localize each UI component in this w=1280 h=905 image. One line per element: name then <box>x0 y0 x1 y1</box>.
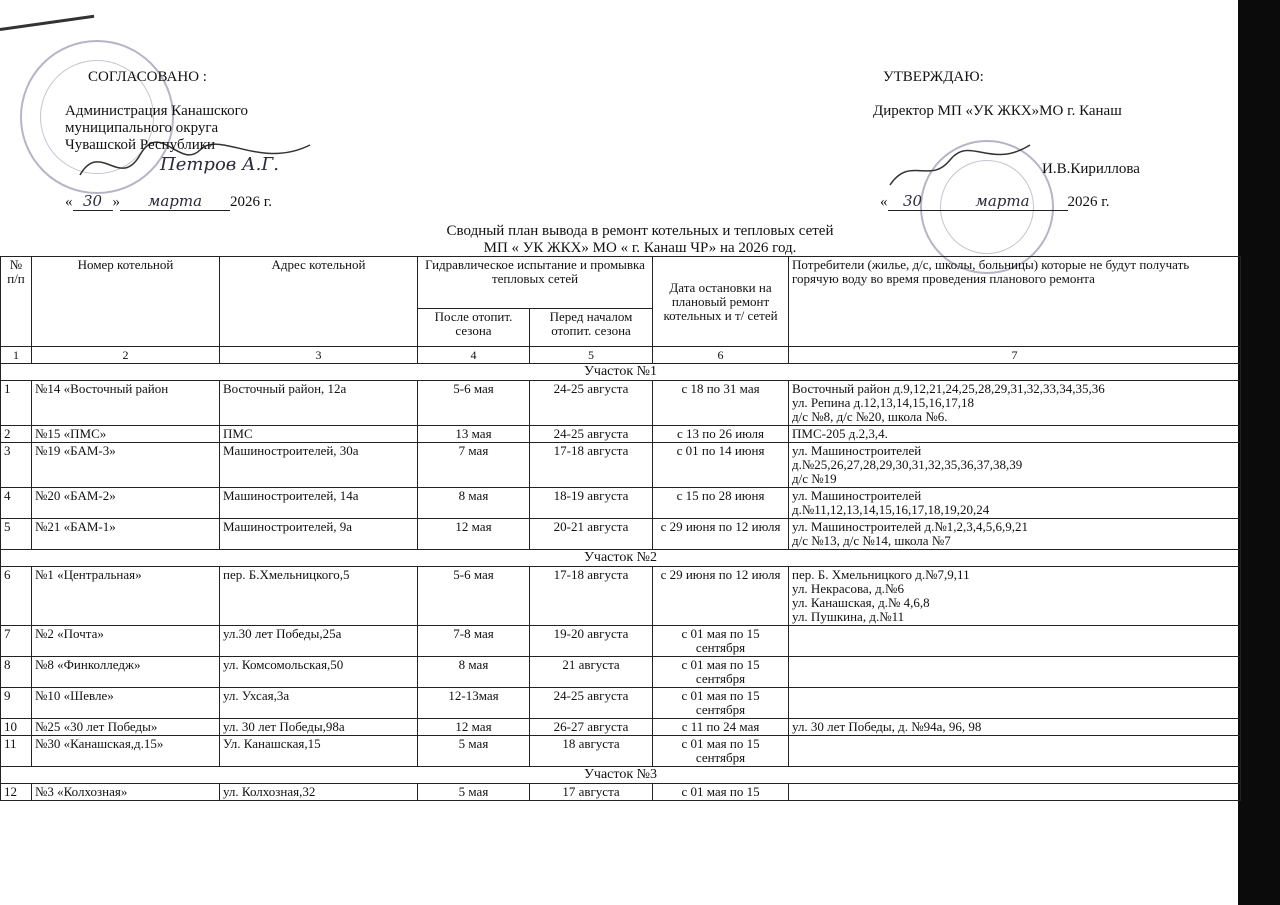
column-number: 3 <box>220 347 418 364</box>
section-row <box>1 550 1241 567</box>
date-year: 2026 г. <box>230 194 272 210</box>
table-row <box>1 519 1241 550</box>
stop-period: с 01 мая по 15 сентября <box>653 657 789 688</box>
boiler-name: №8 «Финколледж» <box>32 657 220 688</box>
boiler-address: Машиностроителей, 9а <box>220 519 418 550</box>
table-row <box>1 719 1241 736</box>
consumers-cell <box>789 567 1241 626</box>
before-season-date: 17-18 августа <box>530 443 653 488</box>
stop-period: с 18 по 31 мая <box>653 381 789 426</box>
consumer-line: д.№25,26,27,28,29,30,31,32,35,36,37,38,39 <box>792 457 1023 472</box>
row-number: 3 <box>1 443 32 488</box>
scan-edge-mark <box>0 15 94 31</box>
before-season-date: 19-20 августа <box>530 626 653 657</box>
consumer-line: ул. Некрасова, д.№6 <box>792 581 904 596</box>
before-season-date: 17 августа <box>530 784 653 801</box>
header-before-season: Перед началом отопит. сезона <box>530 309 653 347</box>
row-number: 10 <box>1 719 32 736</box>
consumer-line: ул. Канашская, д.№ 4,6,8 <box>792 595 930 610</box>
stop-period: с 15 по 28 июня <box>653 488 789 519</box>
approval-right-date: « 30 марта 2026 г. <box>880 192 1110 210</box>
header-num: № п/п <box>1 257 32 347</box>
consumer-line: ул. Репина д.12,13,14,15,16,17,18 <box>792 395 975 410</box>
boiler-address: Ул. Канашская,15 <box>220 736 418 767</box>
row-number: 7 <box>1 626 32 657</box>
after-season-date: 8 мая <box>418 657 530 688</box>
boiler-address: пер. Б.Хмельницкого,5 <box>220 567 418 626</box>
boiler-name: №30 «Канашская,д.15» <box>32 736 220 767</box>
stop-period: с 01 мая по 15 <box>653 784 789 801</box>
header-after-season: После отопит. сезона <box>418 309 530 347</box>
after-season-date: 12-13мая <box>418 688 530 719</box>
consumers-cell <box>789 657 1241 688</box>
column-number: 6 <box>653 347 789 364</box>
column-number: 7 <box>789 347 1241 364</box>
before-season-date: 18 августа <box>530 736 653 767</box>
boiler-name: №2 «Почта» <box>32 626 220 657</box>
after-season-date: 5-6 мая <box>418 381 530 426</box>
consumer-line: д/с №13, д/с №14, школа №7 <box>792 533 951 548</box>
consumers-cell <box>789 719 1241 736</box>
consumers-cell <box>789 381 1241 426</box>
boiler-name: №20 «БАМ-2» <box>32 488 220 519</box>
consumer-line: ул. Машиностроителей <box>792 488 922 503</box>
org-line: Чувашской Республики <box>65 137 216 153</box>
row-number: 5 <box>1 519 32 550</box>
approval-right-name: И.В.Кириллова <box>1042 161 1140 177</box>
boiler-name: №3 «Колхозная» <box>32 784 220 801</box>
boiler-name: №10 «Шевле» <box>32 688 220 719</box>
boiler-name: №15 «ПМС» <box>32 426 220 443</box>
table-row <box>1 784 1241 801</box>
row-number: 1 <box>1 381 32 426</box>
approval-right-position: Директор МП «УК ЖКХ»МО г. Канаш <box>873 103 1122 119</box>
stop-period: с 29 июня по 12 июля <box>653 567 789 626</box>
boiler-address: ул. 30 лет Победы,98а <box>220 719 418 736</box>
before-season-date: 20-21 августа <box>530 519 653 550</box>
consumer-line: ул. Пушкина, д.№11 <box>792 609 905 624</box>
boiler-name: №14 «Восточный район <box>32 381 220 426</box>
table-row <box>1 657 1241 688</box>
after-season-date: 5-6 мая <box>418 567 530 626</box>
section-row <box>1 767 1241 784</box>
boiler-name: №25 «30 лет Победы» <box>32 719 220 736</box>
before-season-date: 21 августа <box>530 657 653 688</box>
before-season-date: 18-19 августа <box>530 488 653 519</box>
boiler-name: №1 «Центральная» <box>32 567 220 626</box>
consumers-cell <box>789 426 1241 443</box>
consumer-line: ПМС-205 д.2,3,4. <box>792 426 888 441</box>
consumer-line: д.№11,12,13,14,15,16,17,18,19,20,24 <box>792 502 990 517</box>
row-number: 8 <box>1 657 32 688</box>
consumers-cell <box>789 519 1241 550</box>
after-season-date: 13 мая <box>418 426 530 443</box>
section-title: Участок №3 <box>1 767 1241 784</box>
approval-left-organization <box>65 103 279 173</box>
boiler-address: ул.30 лет Победы,25а <box>220 626 418 657</box>
boiler-address: ул. Комсомольская,50 <box>220 657 418 688</box>
repair-plan-table <box>0 256 1241 801</box>
date-day: 30 <box>73 193 113 211</box>
date-month: марта <box>120 193 230 211</box>
after-season-date: 7 мая <box>418 443 530 488</box>
header-consumers: Потребители (жилье, д/с, школы, больницы) которые не будут получать горячую воду во время проведения планового ремонта <box>789 257 1241 347</box>
row-number: 12 <box>1 784 32 801</box>
after-season-date: 12 мая <box>418 719 530 736</box>
header-address: Адрес котельной <box>220 257 418 347</box>
boiler-address: Восточный район, 12а <box>220 381 418 426</box>
approval-left-date: « 30 » марта 2026 г. <box>65 192 272 210</box>
table-row <box>1 443 1241 488</box>
header-hydraulic: Гидравлическое испытание и промывка тепловых сетей <box>418 257 653 309</box>
consumer-line: ул. Машиностроителей д.№1,2,3,4,5,6,9,21 <box>792 519 1029 534</box>
stop-period: с 11 по 24 мая <box>653 719 789 736</box>
column-number: 4 <box>418 347 530 364</box>
after-season-date: 7-8 мая <box>418 626 530 657</box>
stop-period: с 01 мая по 15 сентября <box>653 688 789 719</box>
header-boiler: Номер котельной <box>32 257 220 347</box>
scan-edge-shadow <box>1238 0 1280 905</box>
row-number: 4 <box>1 488 32 519</box>
column-number: 1 <box>1 347 32 364</box>
table-row <box>1 688 1241 719</box>
left-signature-text: Петров А.Г. <box>160 154 279 175</box>
date-year: 2026 г. <box>1067 194 1110 210</box>
date-month: марта <box>938 193 1068 211</box>
consumers-cell <box>789 736 1241 767</box>
section-title: Участок №1 <box>1 364 1241 381</box>
header-stop-date: Дата остановки на плановый ремонт котельных и т/ сетей <box>653 257 789 347</box>
before-season-date: 26-27 августа <box>530 719 653 736</box>
consumer-line: ул. Машиностроителей <box>792 443 922 458</box>
after-season-date: 12 мая <box>418 519 530 550</box>
consumer-line: пер. Б. Хмельницкого д.№7,9,11 <box>792 567 970 582</box>
consumers-cell <box>789 784 1241 801</box>
consumer-line: д/с №8, д/с №20, школа №6. <box>792 409 948 424</box>
org-line: муниципального округа <box>65 120 219 136</box>
table-row <box>1 426 1241 443</box>
consumer-line: ул. 30 лет Победы, д. №94а, 96, 98 <box>792 719 982 734</box>
before-season-date: 24-25 августа <box>530 688 653 719</box>
row-number: 2 <box>1 426 32 443</box>
boiler-address: ПМС <box>220 426 418 443</box>
approval-right-title: УТВЕРЖДАЮ: <box>883 69 984 85</box>
section-title: Участок №2 <box>1 550 1241 567</box>
before-season-date: 17-18 августа <box>530 567 653 626</box>
date-day: 30 <box>888 193 938 211</box>
column-number: 5 <box>530 347 653 364</box>
boiler-address: Машиностроителей, 14а <box>220 488 418 519</box>
consumer-line: д/с №19 <box>792 471 837 486</box>
consumers-cell <box>789 626 1241 657</box>
org-line: Администрация Канашского <box>65 103 248 119</box>
consumer-line: Восточный район д.9,12,21,24,25,28,29,31,32,33,34,35,36 <box>792 381 1105 396</box>
boiler-address: ул. Колхозная,32 <box>220 784 418 801</box>
consumers-cell <box>789 443 1241 488</box>
after-season-date: 8 мая <box>418 488 530 519</box>
document-title: Сводный план вывода в ремонт котельных и тепловых сетей МП « УК ЖКХ» МО « г. Канаш ЧР» на 2026 год. <box>446 223 834 256</box>
before-season-date: 24-25 августа <box>530 426 653 443</box>
after-season-date: 5 мая <box>418 736 530 767</box>
table-row <box>1 567 1241 626</box>
consumers-cell <box>789 688 1241 719</box>
table-row <box>1 736 1241 767</box>
section-row <box>1 364 1241 381</box>
boiler-name: №21 «БАМ-1» <box>32 519 220 550</box>
after-season-date: 5 мая <box>418 784 530 801</box>
row-number: 9 <box>1 688 32 719</box>
boiler-name: №19 «БАМ-3» <box>32 443 220 488</box>
stop-period: с 29 июня по 12 июля <box>653 519 789 550</box>
table-row <box>1 381 1241 426</box>
approval-left-title: СОГЛАСОВАНО : <box>88 69 207 85</box>
before-season-date: 24-25 августа <box>530 381 653 426</box>
boiler-address: ул. Ухсая,3а <box>220 688 418 719</box>
stop-period: с 13 по 26 июля <box>653 426 789 443</box>
consumers-cell <box>789 488 1241 519</box>
boiler-address: Машиностроителей, 30а <box>220 443 418 488</box>
column-number-row <box>1 347 1241 364</box>
table-row <box>1 626 1241 657</box>
stop-period: с 01 мая по 15 сентября <box>653 626 789 657</box>
column-number: 2 <box>32 347 220 364</box>
table-row <box>1 488 1241 519</box>
row-number: 11 <box>1 736 32 767</box>
stop-period: с 01 мая по 15 сентября <box>653 736 789 767</box>
stop-period: с 01 по 14 июня <box>653 443 789 488</box>
row-number: 6 <box>1 567 32 626</box>
